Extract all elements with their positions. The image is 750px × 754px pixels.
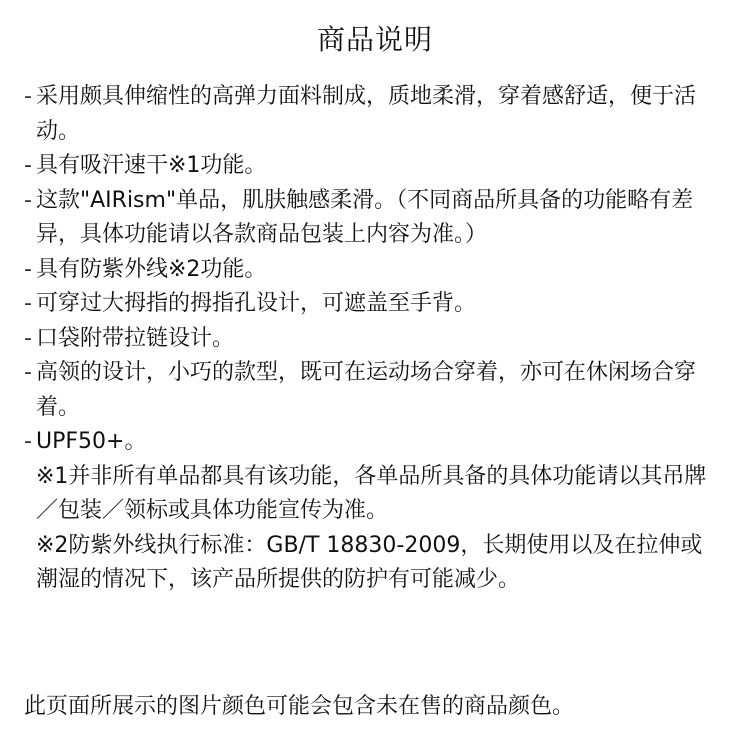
bullet-dash: - bbox=[24, 325, 32, 351]
item-text: 具有吸汗速干※1功能。 bbox=[36, 153, 267, 178]
list-item bbox=[24, 287, 724, 322]
list-item bbox=[24, 322, 724, 357]
item-text: 具有防紫外线※2功能。 bbox=[36, 256, 267, 282]
item-text: UPF50+。 bbox=[36, 429, 147, 454]
bullet-dash: - bbox=[24, 187, 32, 213]
list-item bbox=[24, 184, 724, 253]
list-item bbox=[24, 80, 724, 149]
list-item bbox=[24, 425, 724, 460]
bullet-dash: - bbox=[24, 84, 32, 109]
bullet-dash: - bbox=[24, 291, 32, 316]
item-text: 采用颇具伸缩性的高弹力面料制成，质地柔滑，穿着感舒适，便于活动。 bbox=[36, 84, 697, 144]
bullet-dash: - bbox=[24, 153, 32, 178]
list-item bbox=[24, 149, 724, 184]
footnote: ※1并非所有单品都具有该功能，各单品所具备的具体功能请以其吊牌／包装／领标或具体功能宣传为准。 bbox=[36, 463, 707, 523]
bullet-dash: - bbox=[24, 360, 32, 385]
list-item bbox=[24, 356, 724, 425]
product-description bbox=[24, 80, 724, 598]
item-text: 口袋附带拉链设计。 bbox=[36, 325, 235, 351]
page-title: 商品说明 bbox=[316, 23, 433, 56]
item-text: 可穿过大拇指的拇指孔设计，可遮盖至手背。 bbox=[36, 291, 477, 316]
item-text: 这款"AIRism"单品，肌肤触感柔滑。（不同商品所具备的功能略有差异，具体功能请以各款商品包装上内容为准。） bbox=[36, 187, 694, 247]
bullet-dash: - bbox=[24, 429, 32, 454]
item-text: 高领的设计，小巧的款型，既可在运动场合穿着，亦可在休闲场合穿着。 bbox=[36, 360, 697, 420]
list-item bbox=[24, 253, 724, 288]
footnote: ※2防紫外线执行标准：GB/T 18830-2009，长期使用以及在拉伸或潮湿的情况下，该产品所提供的防护有可能减少。 bbox=[36, 532, 703, 592]
bullet-dash: - bbox=[24, 256, 32, 282]
color-disclaimer: 此页面所展示的图片颜色可能会包含未在售的商品颜色。 bbox=[24, 694, 575, 719]
